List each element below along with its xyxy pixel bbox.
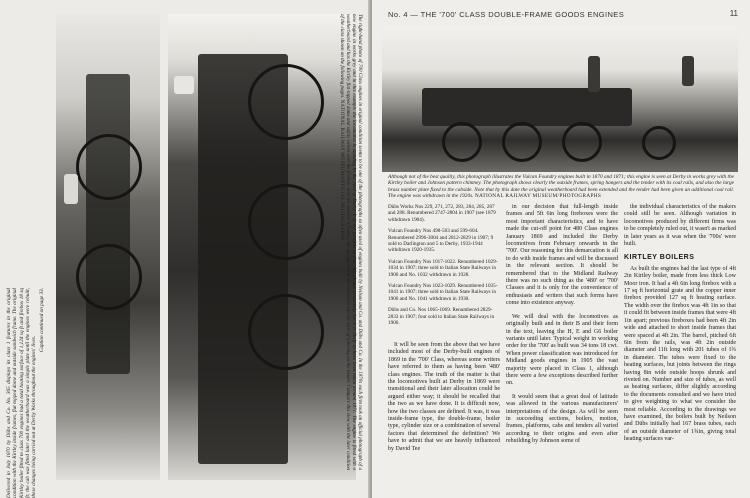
main-caption-text: The right-hand photo of 700 Class engines in original condition seems to be one of the photographs so often used of engines built by Neilson and Co. and Dübs and Co. In the 1870s each firm took an official photograph of a new engine in works grey and in this example the locomotive is standing in the yard at Derby. It is not possible to date this picture accurately but it is likely to have been taken around 1871. The engine is fitted with a weatherboard and has the Kirtley flat-topped dome and safety valves over the firebox; note the sandwich frames, the springs above the axleboxes and the style of lettering on the tender. Compare this view with the later condition of the class shown on the following pages. bbox=[339, 14, 362, 470]
photo-wheel-7 bbox=[502, 122, 542, 162]
body-paragraph: the individual characteristics of the makers could still be seen. Although variation in locomotives produced by different firms was to be completely ruled out, it wasn't as marked in later years as it was when the '700s' were built. bbox=[624, 204, 736, 248]
works-note: Vulcan Foundry Nos 498-503 and 599-604. Renumbered 2996-3004 and 2812-2829 in 1907; 9 sold to Darlington and 5 to Derby, 1933-1944 withdrawn 1920-1935. bbox=[388, 228, 494, 254]
photo-chimney-shape bbox=[174, 76, 194, 94]
photo-wheel-6 bbox=[442, 122, 482, 162]
photo-caption-text: Although not of the best quality, this photograph illustrates the Vulcan Foundry engines built in 1870 and 1871; this engine is seen at Derby in works grey with the Kirtley boiler and Johnson pattern chimney. The photograph shows clearly the outside frames, spring hangers and the tender with its coal rails, and also the large brass number plate fixed to the cabside. Note that by this date the original weatherboard had been extended and the tender had been given an additional coal rail. The engine was withdrawn in the 1920s. bbox=[388, 174, 734, 200]
works-notes bbox=[388, 204, 500, 332]
main-caption bbox=[316, 14, 362, 470]
works-note: Vulcan Foundry Nos 1023-1029. Renumbered 1035-1041 in 1907; three sold to Italian State Railways in 1906 and No. 1041 withdrawn in 1930. bbox=[388, 283, 498, 302]
photo-caption-credit: NATIONAL RAILWAY MUSEUM/PHOTOGRAPHS bbox=[474, 193, 602, 200]
photo-wheel-4 bbox=[248, 184, 324, 260]
body-paragraph: As built the engines had the last type of 4ft 2in Kirtley boiler, made from less thick Low Moor iron. It had a 4ft 6in long firebox with a 17 sq ft horizontal grate and the copper inner firebox provided 127 sq ft heating surface. The width over the firebox was 4ft 1in so that it could fit between inside frames that were 4ft 1in apart; previous fireboxes had been 4ft 2in wide and attached to short inside frames that were spaced at 4ft 2in. The barrel, pitched 6ft 6in from the rails, was 4ft 2in outside diameter and 11ft long with 201 tubes of 1¾ in diameter. The tubes were fixed to the heating surfaces, but joints between the rings having 8in wide outside hoops shrunk and riveted on. Number and size of tubes, as well as heating surfaces, differ slightly according to the documents consulted and we have tried to give weighting to what we consider the most reliable. According to the drawings we have examined, the boilers built by Neilson and Dübs initially had 167 brass tubes, each of an outside diameter of 1¾in, giving total heating surfaces var- bbox=[624, 265, 736, 443]
photo-wheel-9 bbox=[642, 126, 676, 160]
photo-wheel-8 bbox=[562, 122, 602, 162]
page-number: 11 bbox=[729, 9, 738, 18]
photo-wheel-5 bbox=[248, 294, 324, 370]
left-page bbox=[0, 0, 370, 498]
text-column-1 bbox=[388, 342, 500, 459]
works-note: Vulcan Foundry Nos 1017-1022. Renumbered 1029-1034 in 1907; three sold to Italian State Railways in 1906 and No. 1032 withdrawn in 1928. bbox=[388, 258, 498, 278]
body-paragraph: It would seem that a great deal of latitude was allowed in the various manufacturers' interpretations of the design. As will be seen in succeeding sections, boilers, motion, frames, platforms, cabs and tenders all varied according to their origins and even after rebuilding by Johnson some of bbox=[506, 393, 618, 445]
photo-boiler-shape-2 bbox=[422, 88, 632, 126]
section-heading: KIRTLEY BOILERS bbox=[624, 254, 695, 262]
photo-chimney-shape-3 bbox=[682, 56, 694, 86]
photo-wheel-3 bbox=[248, 64, 324, 140]
locomotive-photo-left bbox=[56, 14, 160, 480]
body-paragraph: in our decision that full-length inside frames and 5ft 6in long fireboxes were the most important characteristics, and to have made the cut-off point for 480 Class engines January 1869 and included the Derby locomotives from February onwards in the '700'. Our reasoning for this demarcation is all to do with inside frames and will be discussed in the relevant section. It should be remembered that to the Midland Railway there was no such thing as the '480' or '700' Classes and it is only for the convenience of enthusiasts and writers that such forms have come into existence anyway. bbox=[506, 204, 618, 307]
photo-caption bbox=[388, 174, 734, 200]
photo-chimney-shape-2 bbox=[588, 56, 600, 92]
works-note: Dübs and Co. Nos 1065-1069. Renumbered 2829-2833 in 1907; four sold to Italian State Railways in 1906. bbox=[388, 307, 495, 327]
photo-dome-shape bbox=[64, 174, 78, 204]
main-caption-credit: NATIONAL RAILWAY MUSEUM/OFFICIAL PHOTOGRAPHS bbox=[339, 99, 344, 241]
text-column-2 bbox=[506, 204, 618, 452]
running-head: No. 4 — THE '700' CLASS DOUBLE-FRAME GOODS ENGINES bbox=[388, 10, 625, 19]
side-caption bbox=[6, 288, 54, 498]
photo-wheel-1 bbox=[76, 134, 142, 200]
works-note: Dübs Works Nos 229, 271, 272, 283, 284, 285, 287 and 288. Renumbered 2747-2804 in 1907 (see 1879 withdrawn 1904). bbox=[388, 204, 496, 223]
text-column-3 bbox=[624, 204, 736, 450]
photo-boiler-shape bbox=[86, 74, 130, 374]
side-caption-continuation: Caption continued on page 33. bbox=[39, 288, 46, 353]
body-paragraph: It will be seen from the above that we have included most of the Derby-built engines of 1869 in the '700' Class, whereas some writers have referred to them as having been '480' class engines. The truth of the matter is that the locomotives built at Derby in 1869 were transitional and their later allocation could be argued either way; it should be recalled that the two as we have done. It is difficult now, how the two classes are defined. It was, it was inside-frame type, the double-frame, boiler type, cylinder size or a combination of several factors that determined the definition? We have to admit that we are heavily influenced by David Tee bbox=[388, 342, 500, 452]
body-paragraph: We will deal with the locomotives as originally built and in their B and their form in the text, leaving the H, E and G6 boiler variants until later. Typical weight in working order for the '700' as built was 34 tons 18 cwt. When power classification was introduced for Midland goods engines in 1905 the vast majority were placed in Class 1, although there were a few exceptions described further on. bbox=[506, 313, 618, 387]
locomotive-photo-top bbox=[382, 26, 738, 172]
side-caption-text: Delivered in July 1870 by Dübs and Co. No. 365 displays its class 1 features in the original condition with the Kirtley inside frames, flat topped dome and outside sandwich frame. The original Kirtley boiler fitted to class 700 engines had a total heating surface of 1,124 sq ft and firebox 18 sq ft; the cab was fitted later and the weatherboard was a simple plate until the engines were rebuilt, these changes being carried out at Derby Works throughout the engines' lives. bbox=[6, 288, 38, 498]
photo-wheel-2 bbox=[76, 244, 142, 310]
